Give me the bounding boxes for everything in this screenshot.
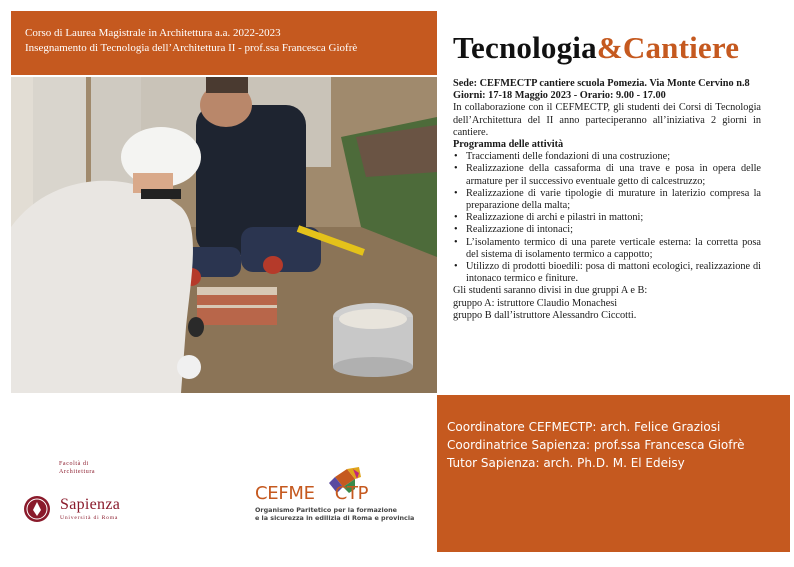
event-intro: In collaborazione con il CEFMECTP, gli studenti dei Corsi di Tecnologia dell’Architettura del II anno parteciperanno all’iniziativa 2 giorni in cantiere.	[453, 102, 761, 138]
cefmectp-logo-sub	[255, 507, 414, 522]
event-location: Sede: CEFMECTP cantiere scuola Pomezia. Via Monte Cervino n.8	[453, 78, 750, 89]
coordinators-box	[437, 395, 790, 552]
ctp-text: CTP	[334, 483, 369, 504]
group-a: gruppo A: istruttore Claudio Monachesi	[453, 297, 618, 309]
photo-illustration	[11, 77, 437, 393]
construction-site-photo	[11, 77, 437, 393]
facolta-line2: Architettura	[59, 469, 96, 475]
course-name: Corso di Laurea Magistrale in Architettura a.a. 2022-2023	[25, 27, 281, 39]
event-info	[453, 78, 761, 322]
cefme-text: CEFME	[255, 483, 315, 504]
cefme-sub-line1: Organismo Paritetico per la formazione	[255, 506, 397, 514]
title-tecnologia: Tecnologia	[453, 30, 597, 65]
course-teaching: Insegnamento di Tecnologia dell’Architettura II - prof.ssa Francesca Giofrè	[25, 42, 358, 54]
activity-item: • L’isolamento termico di una parete verticale esterna: la corretta posa del sistema di isolamento termico a cappotto;	[453, 237, 761, 261]
group-b: gruppo B dall’istruttore Alessandro Ciccotti.	[453, 309, 637, 321]
activity-item: • Realizzazione di intonaci;	[453, 224, 761, 236]
page-title	[453, 30, 739, 66]
activity-item: • Tracciamenti delle fondazioni di una costruzione;	[453, 151, 761, 163]
activity-item: • Realizzazione della cassaforma di una trave e posa in opera delle armature per il successivo eventuale getto di calcestruzzo;	[453, 163, 761, 187]
program-title: Programma delle attività	[453, 139, 564, 151]
activity-item: • Utilizzo di prodotti bioedili: posa di mattoni ecologici, realizzazione di intonaco termico e finiture.	[453, 261, 761, 285]
activities-list	[453, 151, 761, 285]
title-cantiere: &Cantiere	[596, 30, 740, 65]
sapienza-seal-icon	[22, 494, 52, 524]
cefmectp-logo-text	[255, 483, 368, 504]
tutor-sapienza: Tutor Sapienza: arch. Ph.D. M. El Edeisy	[447, 456, 685, 470]
activity-item: • Realizzazione di varie tipologie di murature in laterizio compresa la preparazione della malta;	[453, 188, 761, 212]
coordinator-sapienza: Coordinatrice Sapienza: prof.ssa Francesca Giofrè	[447, 438, 745, 452]
event-dates: Giorni: 17-18 Maggio 2023 - Orario: 9.00 - 17.00	[453, 90, 666, 102]
coordinator-cefmectp: Coordinatore CEFMECTP: arch. Felice Graziosi	[447, 420, 721, 434]
groups-intro: Gli studenti saranno divisi in due gruppi A e B:	[453, 285, 648, 297]
facolta-label	[59, 460, 95, 476]
sapienza-logo-name: Sapienza	[60, 496, 121, 513]
cefme-sub-line2: e la sicurezza in edilizia di Roma e provincia	[255, 513, 415, 522]
facolta-line1: Facoltà di	[59, 461, 89, 467]
activity-item: • Realizzazione di archi e pilastri in mattoni;	[453, 212, 761, 224]
sapienza-logo-sub: Università di Roma	[60, 515, 119, 521]
course-header-banner	[11, 11, 437, 75]
